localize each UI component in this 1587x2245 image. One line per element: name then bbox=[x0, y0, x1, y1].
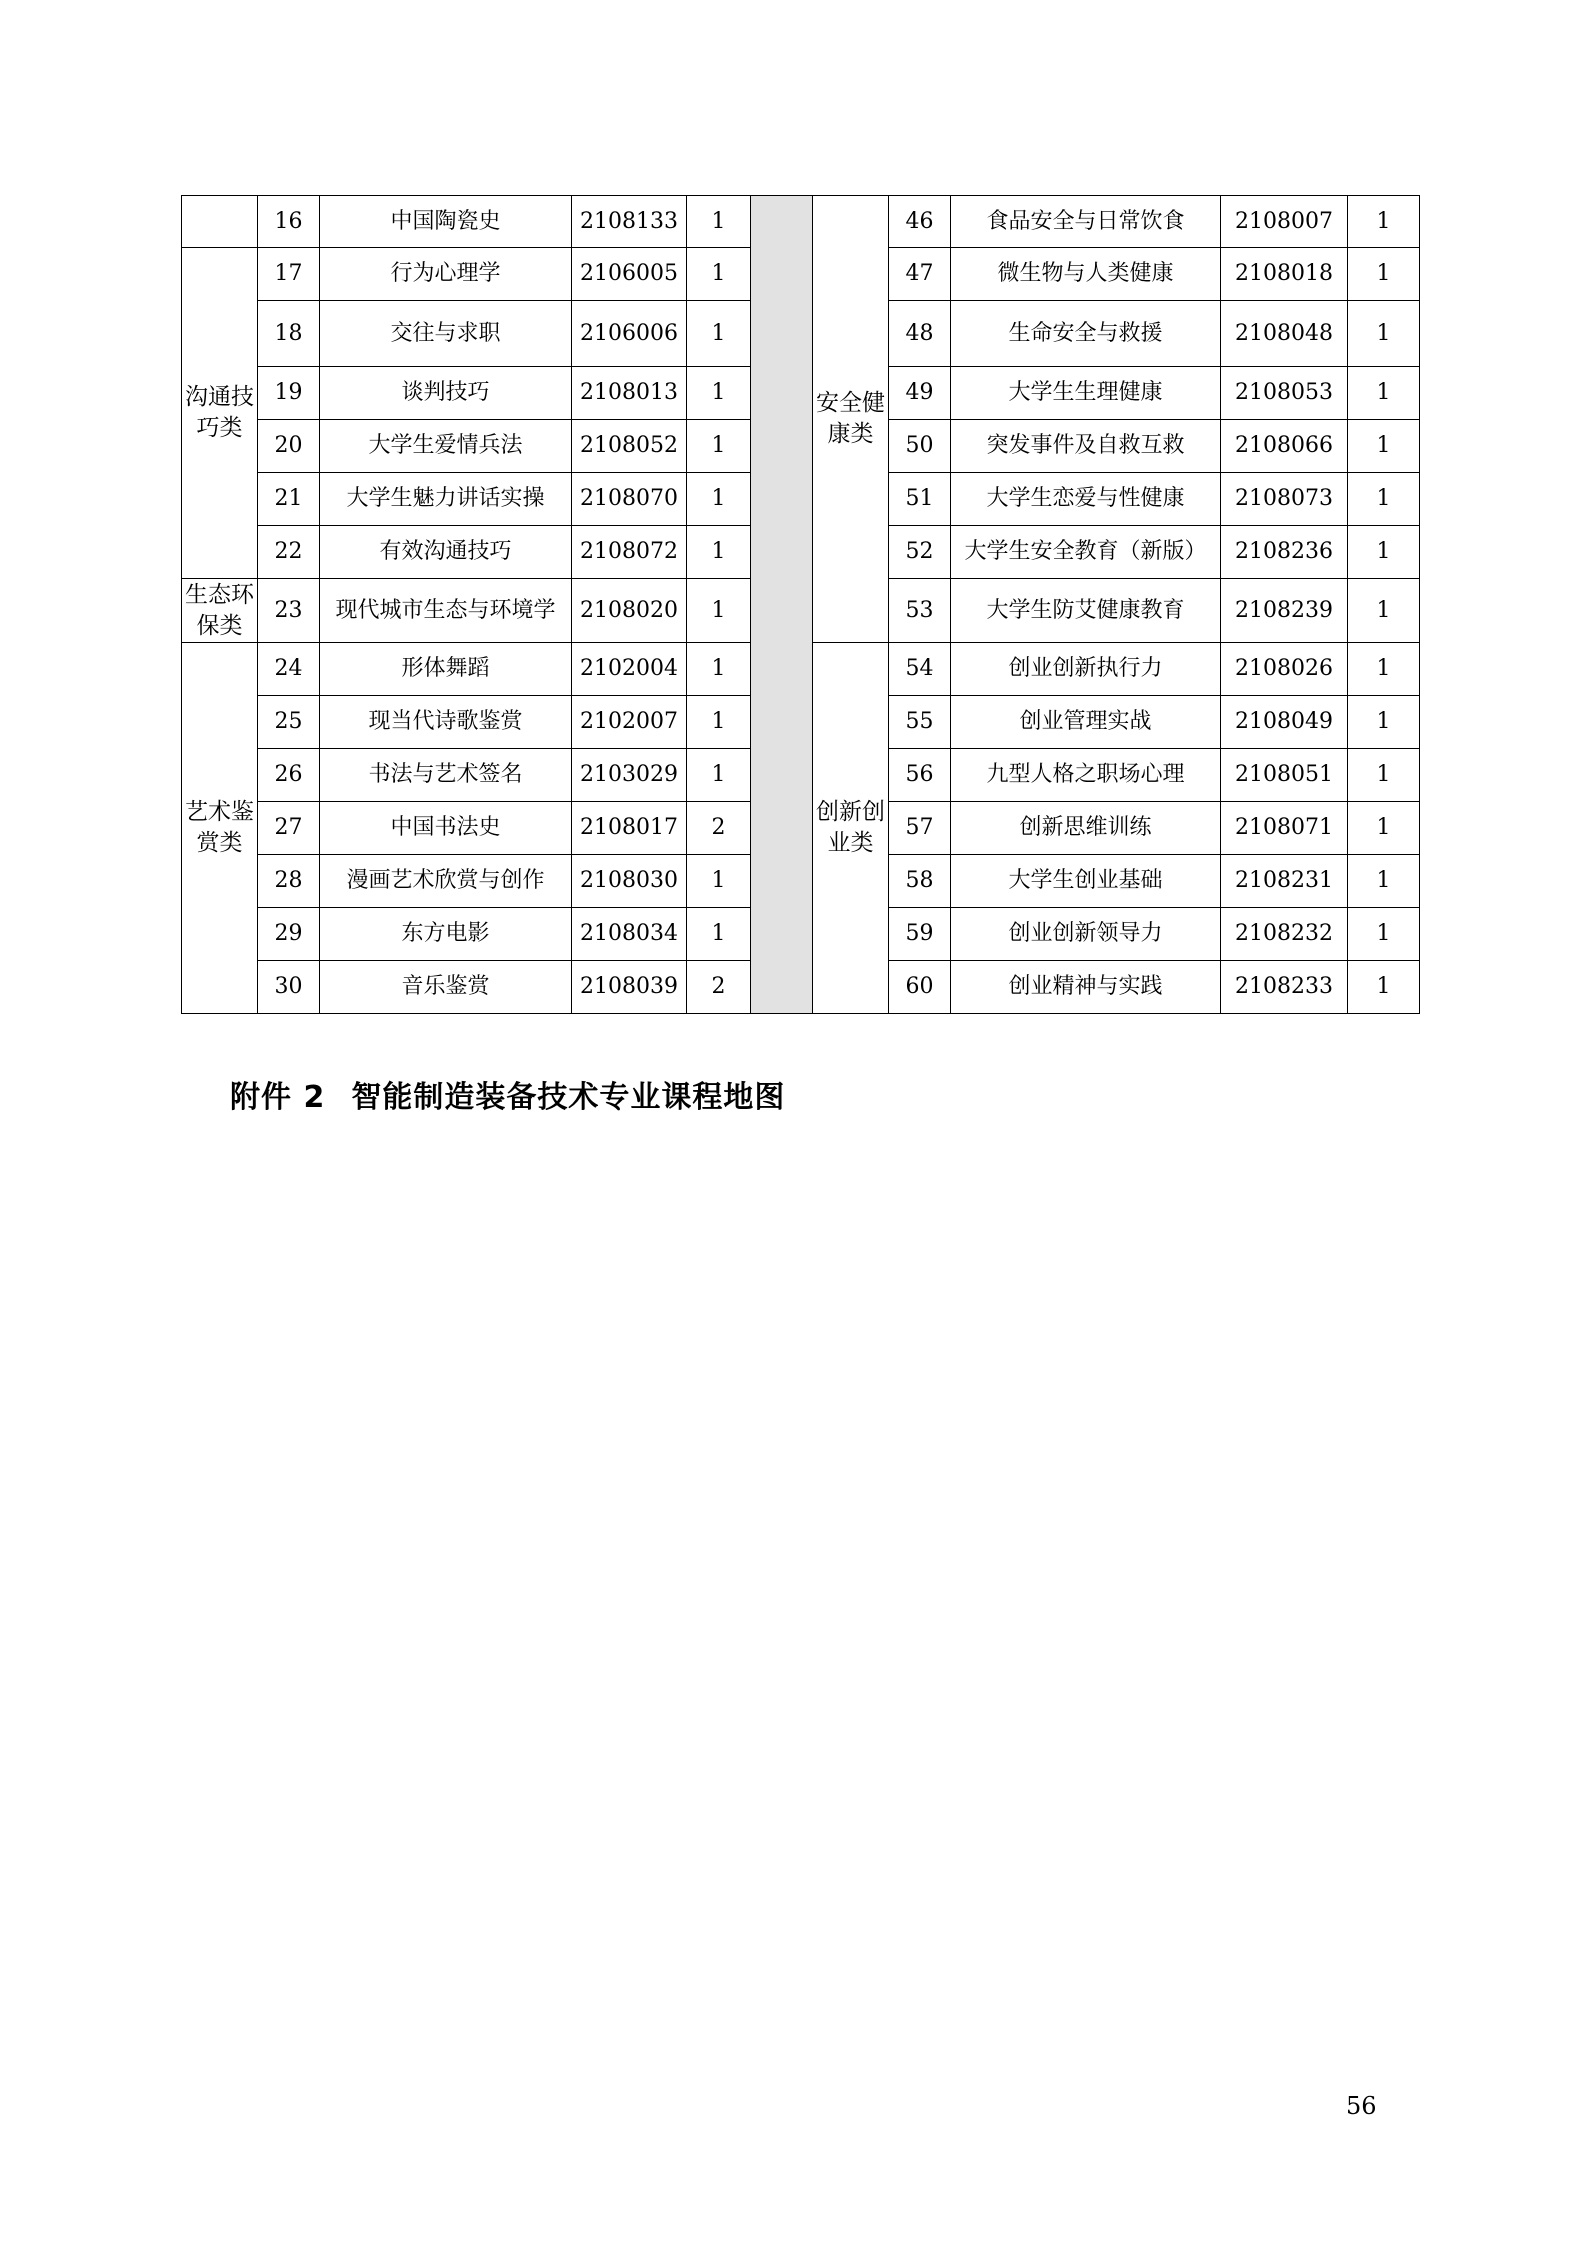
course-number: 18 bbox=[258, 301, 320, 367]
course-credit: 1 bbox=[1348, 961, 1420, 1014]
course-name: 大学生安全教育（新版） bbox=[951, 526, 1221, 579]
course-credit: 1 bbox=[1348, 802, 1420, 855]
course-credit: 1 bbox=[687, 367, 751, 420]
course-credit: 2 bbox=[687, 802, 751, 855]
course-name: 创业精神与实践 bbox=[951, 961, 1221, 1014]
course-credit: 1 bbox=[1348, 855, 1420, 908]
course-number: 20 bbox=[258, 420, 320, 473]
page-number: 56 bbox=[1346, 2092, 1377, 2120]
course-name: 突发事件及自救互救 bbox=[951, 420, 1221, 473]
course-number: 26 bbox=[258, 749, 320, 802]
course-code: 2103029 bbox=[572, 749, 687, 802]
course-name: 现代城市生态与环境学 bbox=[320, 579, 572, 643]
course-code: 2106005 bbox=[572, 248, 687, 301]
course-name: 大学生创业基础 bbox=[951, 855, 1221, 908]
course-credit: 1 bbox=[1348, 696, 1420, 749]
course-code: 2108039 bbox=[572, 961, 687, 1014]
course-number: 16 bbox=[258, 196, 320, 248]
course-number: 60 bbox=[889, 961, 951, 1014]
course-credit: 1 bbox=[687, 473, 751, 526]
course-name: 创业管理实战 bbox=[951, 696, 1221, 749]
heading-prefix: 附件 2 bbox=[230, 1080, 326, 1115]
course-code: 2108071 bbox=[1221, 802, 1348, 855]
category-communication: 沟通技巧类 bbox=[182, 248, 258, 579]
category-innovation: 创新创业类 bbox=[813, 643, 889, 1014]
course-credit: 1 bbox=[687, 696, 751, 749]
course-credit: 1 bbox=[687, 643, 751, 696]
course-code: 2108030 bbox=[572, 855, 687, 908]
course-code: 2108053 bbox=[1221, 367, 1348, 420]
course-name: 漫画艺术欣赏与创作 bbox=[320, 855, 572, 908]
course-credit: 1 bbox=[1348, 248, 1420, 301]
course-number: 57 bbox=[889, 802, 951, 855]
course-name: 创新思维训练 bbox=[951, 802, 1221, 855]
category-art: 艺术鉴赏类 bbox=[182, 643, 258, 1014]
course-name: 九型人格之职场心理 bbox=[951, 749, 1221, 802]
course-name: 生命安全与救援 bbox=[951, 301, 1221, 367]
category-empty bbox=[182, 196, 258, 248]
course-credit: 1 bbox=[1348, 367, 1420, 420]
course-name: 创业创新执行力 bbox=[951, 643, 1221, 696]
course-number: 22 bbox=[258, 526, 320, 579]
course-code: 2108049 bbox=[1221, 696, 1348, 749]
course-credit: 1 bbox=[687, 908, 751, 961]
course-number: 46 bbox=[889, 196, 951, 248]
category-ecology: 生态环保类 bbox=[182, 579, 258, 643]
course-code: 2108070 bbox=[572, 473, 687, 526]
heading-title: 智能制造装备技术专业课程地图 bbox=[351, 1080, 786, 1115]
course-code: 2108052 bbox=[572, 420, 687, 473]
course-credit: 1 bbox=[1348, 749, 1420, 802]
course-name: 有效沟通技巧 bbox=[320, 526, 572, 579]
course-code: 2108017 bbox=[572, 802, 687, 855]
course-credit: 1 bbox=[687, 420, 751, 473]
category-health: 安全健康类 bbox=[813, 196, 889, 643]
course-number: 49 bbox=[889, 367, 951, 420]
course-credit: 1 bbox=[1348, 196, 1420, 248]
course-number: 28 bbox=[258, 855, 320, 908]
course-number: 30 bbox=[258, 961, 320, 1014]
course-number: 17 bbox=[258, 248, 320, 301]
course-name: 书法与艺术签名 bbox=[320, 749, 572, 802]
course-number: 56 bbox=[889, 749, 951, 802]
course-name: 大学生生理健康 bbox=[951, 367, 1221, 420]
course-code: 2102004 bbox=[572, 643, 687, 696]
course-code: 2108239 bbox=[1221, 579, 1348, 643]
course-credit: 1 bbox=[1348, 473, 1420, 526]
course-number: 25 bbox=[258, 696, 320, 749]
course-credit: 1 bbox=[1348, 420, 1420, 473]
course-code: 2106006 bbox=[572, 301, 687, 367]
course-code: 2102007 bbox=[572, 696, 687, 749]
course-code: 2108073 bbox=[1221, 473, 1348, 526]
course-code: 2108020 bbox=[572, 579, 687, 643]
course-number: 23 bbox=[258, 579, 320, 643]
course-number: 50 bbox=[889, 420, 951, 473]
course-number: 59 bbox=[889, 908, 951, 961]
course-code: 2108236 bbox=[1221, 526, 1348, 579]
course-name: 行为心理学 bbox=[320, 248, 572, 301]
course-credit: 1 bbox=[1348, 908, 1420, 961]
course-number: 29 bbox=[258, 908, 320, 961]
course-code: 2108034 bbox=[572, 908, 687, 961]
course-number: 19 bbox=[258, 367, 320, 420]
course-number: 51 bbox=[889, 473, 951, 526]
course-credit: 1 bbox=[687, 248, 751, 301]
attachment-heading bbox=[230, 1072, 785, 1116]
course-name: 音乐鉴赏 bbox=[320, 961, 572, 1014]
course-name: 形体舞蹈 bbox=[320, 643, 572, 696]
course-code: 2108051 bbox=[1221, 749, 1348, 802]
course-code: 2108233 bbox=[1221, 961, 1348, 1014]
course-code: 2108018 bbox=[1221, 248, 1348, 301]
course-number: 54 bbox=[889, 643, 951, 696]
course-credit: 1 bbox=[1348, 579, 1420, 643]
course-name: 现当代诗歌鉴赏 bbox=[320, 696, 572, 749]
course-number: 21 bbox=[258, 473, 320, 526]
course-name: 大学生爱情兵法 bbox=[320, 420, 572, 473]
course-number: 24 bbox=[258, 643, 320, 696]
table-row bbox=[182, 196, 1420, 248]
course-code: 2108072 bbox=[572, 526, 687, 579]
course-name: 中国陶瓷史 bbox=[320, 196, 572, 248]
course-name: 中国书法史 bbox=[320, 802, 572, 855]
course-credit: 1 bbox=[687, 301, 751, 367]
course-number: 58 bbox=[889, 855, 951, 908]
course-name: 创业创新领导力 bbox=[951, 908, 1221, 961]
course-code: 2108007 bbox=[1221, 196, 1348, 248]
course-credit: 2 bbox=[687, 961, 751, 1014]
course-number: 27 bbox=[258, 802, 320, 855]
column-separator bbox=[751, 196, 813, 1014]
course-code: 2108013 bbox=[572, 367, 687, 420]
course-name: 大学生防艾健康教育 bbox=[951, 579, 1221, 643]
course-credit: 1 bbox=[687, 579, 751, 643]
course-name: 大学生恋爱与性健康 bbox=[951, 473, 1221, 526]
course-credit: 1 bbox=[687, 526, 751, 579]
course-name: 食品安全与日常饮食 bbox=[951, 196, 1221, 248]
course-table bbox=[181, 195, 1420, 1014]
course-code: 2108048 bbox=[1221, 301, 1348, 367]
course-code: 2108231 bbox=[1221, 855, 1348, 908]
course-name: 东方电影 bbox=[320, 908, 572, 961]
course-number: 55 bbox=[889, 696, 951, 749]
course-code: 2108026 bbox=[1221, 643, 1348, 696]
course-code: 2108066 bbox=[1221, 420, 1348, 473]
course-credit: 1 bbox=[687, 855, 751, 908]
course-credit: 1 bbox=[1348, 526, 1420, 579]
course-name: 微生物与人类健康 bbox=[951, 248, 1221, 301]
course-name: 谈判技巧 bbox=[320, 367, 572, 420]
course-code: 2108133 bbox=[572, 196, 687, 248]
course-credit: 1 bbox=[687, 196, 751, 248]
course-number: 48 bbox=[889, 301, 951, 367]
course-number: 52 bbox=[889, 526, 951, 579]
course-credit: 1 bbox=[687, 749, 751, 802]
course-credit: 1 bbox=[1348, 301, 1420, 367]
course-number: 53 bbox=[889, 579, 951, 643]
course-credit: 1 bbox=[1348, 643, 1420, 696]
course-name: 交往与求职 bbox=[320, 301, 572, 367]
course-number: 47 bbox=[889, 248, 951, 301]
course-code: 2108232 bbox=[1221, 908, 1348, 961]
course-name: 大学生魅力讲话实操 bbox=[320, 473, 572, 526]
